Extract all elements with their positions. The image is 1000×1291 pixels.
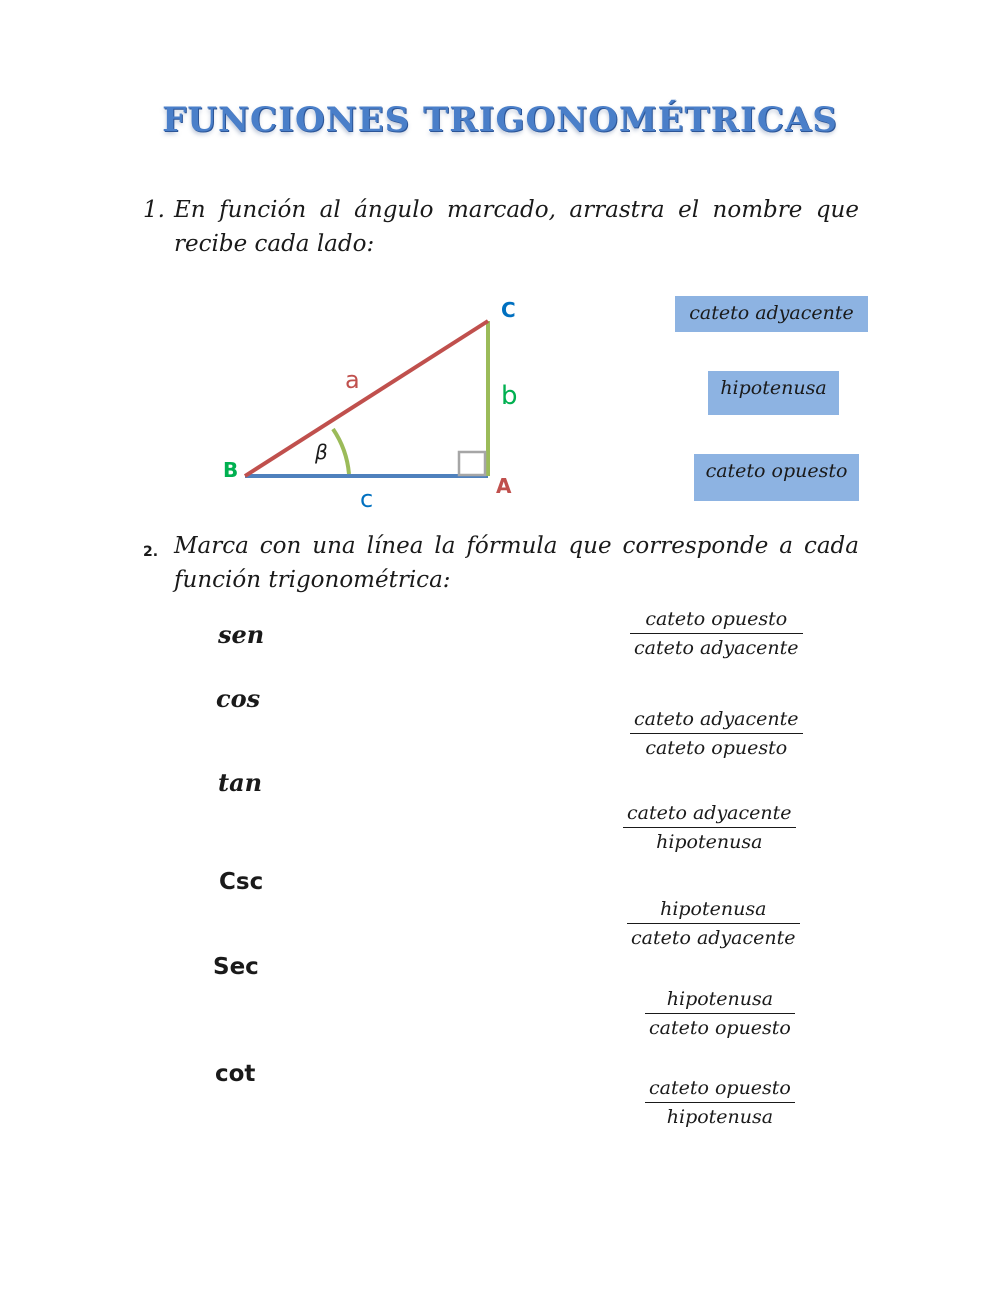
- question-2-text: Marca con una línea la fórmula que corresponde a cada función trigonométrica:: [174, 533, 859, 593]
- formula-5-numerator: hipotenusa: [645, 988, 795, 1014]
- side-a-line: [245, 321, 488, 476]
- formula-5-denominator: cateto opuesto: [649, 1017, 791, 1039]
- page-title: FUNCIONES TRIGONOMÉTRICAS: [162, 100, 838, 140]
- chip-cateto-adyacente[interactable]: cateto adyacente: [675, 296, 868, 332]
- chip-hipotenusa[interactable]: hipotenusa: [708, 371, 839, 415]
- question-2-number: 2.: [143, 544, 159, 560]
- formula-6-numerator: cateto opuesto: [645, 1077, 795, 1103]
- vertex-a-label: A: [496, 474, 512, 498]
- function-csc[interactable]: Csc: [219, 869, 264, 895]
- function-cot[interactable]: cot: [215, 1061, 256, 1087]
- formula-2-denominator: cateto opuesto: [645, 737, 788, 759]
- question-1-number: 1.: [143, 197, 165, 223]
- formula-4-denominator: cateto adyacente: [631, 927, 796, 949]
- formula-4[interactable]: [627, 898, 800, 949]
- function-sen[interactable]: sen: [218, 620, 265, 649]
- vertex-b-label: B: [223, 458, 239, 482]
- right-angle-mark: [459, 452, 485, 475]
- formula-3-numerator: cateto adyacente: [623, 802, 796, 828]
- side-c-label: c: [360, 485, 374, 513]
- formula-2-numerator: cateto adyacente: [630, 708, 803, 734]
- formula-6-denominator: hipotenusa: [666, 1106, 774, 1128]
- formula-4-numerator: hipotenusa: [627, 898, 800, 924]
- formula-2[interactable]: [630, 708, 803, 759]
- chip-cateto-opuesto[interactable]: cateto opuesto: [694, 454, 859, 501]
- angle-beta-label: β: [315, 440, 328, 464]
- function-cos[interactable]: cos: [216, 684, 261, 713]
- formula-1[interactable]: [630, 608, 803, 659]
- formula-5[interactable]: [645, 988, 795, 1039]
- question-1: [143, 193, 859, 261]
- formula-1-numerator: cateto opuesto: [630, 608, 803, 634]
- formula-3-denominator: hipotenusa: [656, 831, 763, 853]
- side-b-label: b: [501, 381, 518, 411]
- formula-3[interactable]: [623, 802, 796, 853]
- side-a-label: a: [345, 366, 360, 394]
- formula-1-denominator: cateto adyacente: [634, 637, 799, 659]
- formula-6[interactable]: [645, 1077, 795, 1128]
- triangle-diagram: [215, 285, 535, 515]
- angle-arc: [333, 429, 349, 474]
- question-2: [143, 529, 859, 597]
- function-sec[interactable]: Sec: [213, 954, 259, 980]
- function-tan[interactable]: tan: [218, 768, 263, 797]
- question-1-text: En función al ángulo marcado, arrastra el nombre que recibe cada lado:: [174, 197, 859, 257]
- vertex-c-label: C: [501, 298, 516, 322]
